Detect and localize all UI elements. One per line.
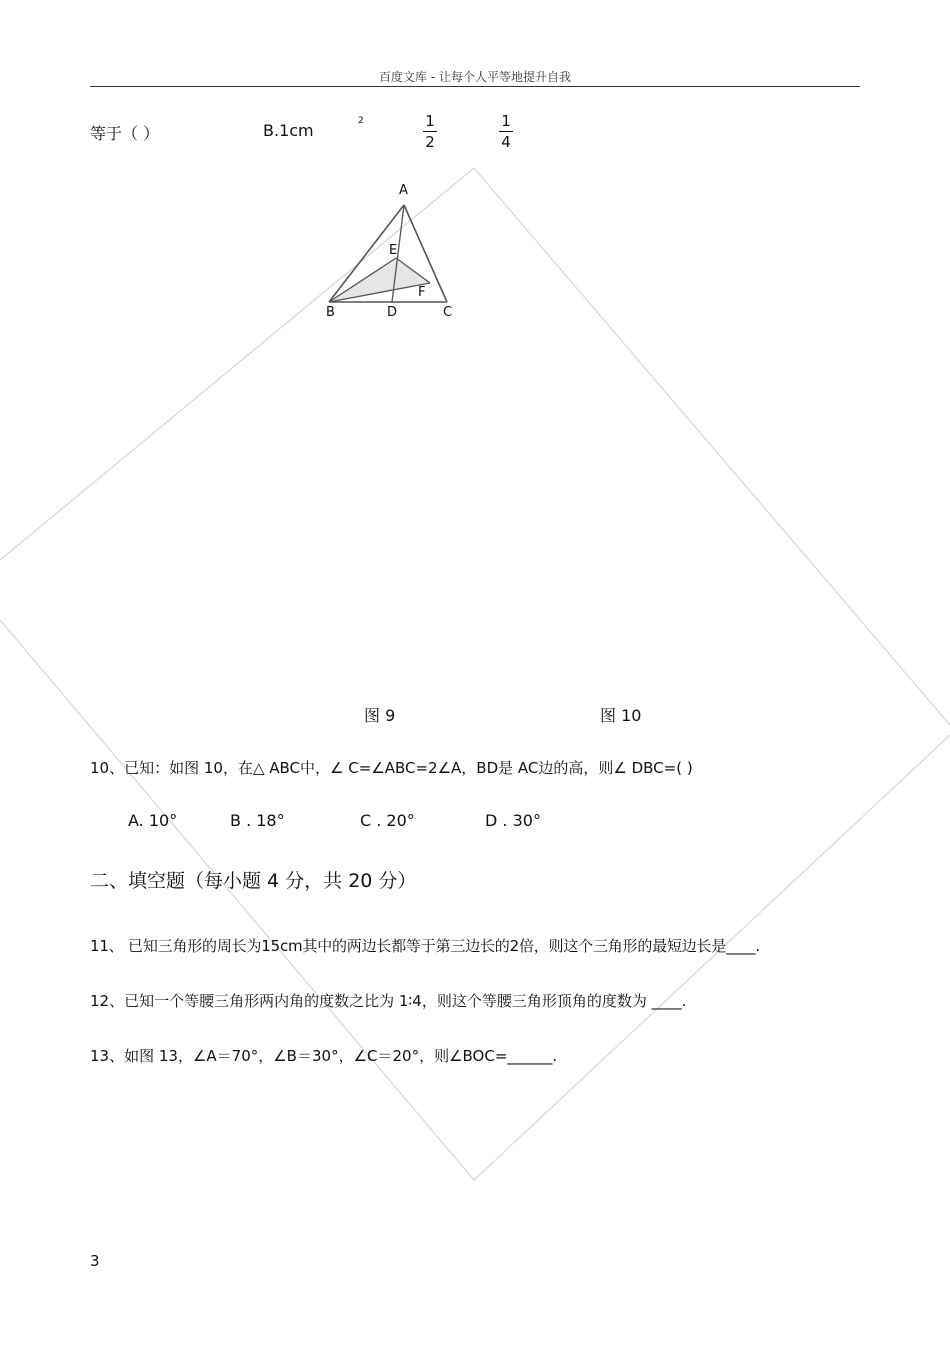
page-header: 百度文库 - 让每个人平等地提升自我 (379, 70, 571, 84)
shaded-triangle-bef (329, 258, 430, 302)
fraction-denominator: 4 (501, 133, 511, 151)
q9-superscript: 2 (358, 116, 364, 126)
q10-option-b: B . 18° (230, 811, 285, 830)
fraction-numerator: 1 (501, 112, 511, 130)
page-number: 3 (90, 1252, 100, 1270)
q10-option-d: D . 30° (485, 811, 541, 830)
q9-stem: 等于（ ） (90, 124, 160, 143)
point-label-d: D (387, 305, 398, 320)
figure-caption-9: 图 9 (364, 706, 396, 725)
side-ac (404, 205, 447, 302)
vertex-label-a: A (399, 183, 408, 198)
q9-option-b: B.1cm (263, 121, 314, 140)
q10-stem: 10、已知：如图 10，在△ ABC中，∠ C=∠ABC=2∠A，BD是 AC边的高，则∠ DBC=( ) (90, 759, 693, 777)
q12-text: 12、已知一个等腰三角形两内角的度数之比为 1∶4，则这个等腰三角形顶角的度数为 ____. (90, 992, 687, 1010)
vertex-label-c: C (443, 305, 453, 320)
fraction-denominator: 2 (425, 133, 435, 151)
point-label-e: E (389, 243, 398, 258)
figure-caption-10: 图 10 (600, 706, 642, 725)
q11-text: 11、 已知三角形的周长为15cm其中的两边长都等于第三边长的2倍，则这个三角形的最短边长是____. (90, 937, 760, 955)
fraction-numerator: 1 (425, 112, 435, 130)
q10-option-c: C . 20° (360, 811, 415, 830)
vertex-label-b: B (326, 305, 335, 320)
section-heading: 二、填空题（每小题 4 分，共 20 分） (90, 870, 417, 892)
point-label-f: F (418, 285, 426, 300)
q10-option-a: A. 10° (128, 811, 178, 830)
q13-text: 13、如图 13，∠A＝70°，∠B＝30°，∠C＝20°，则∠BOC=______. (90, 1047, 558, 1065)
